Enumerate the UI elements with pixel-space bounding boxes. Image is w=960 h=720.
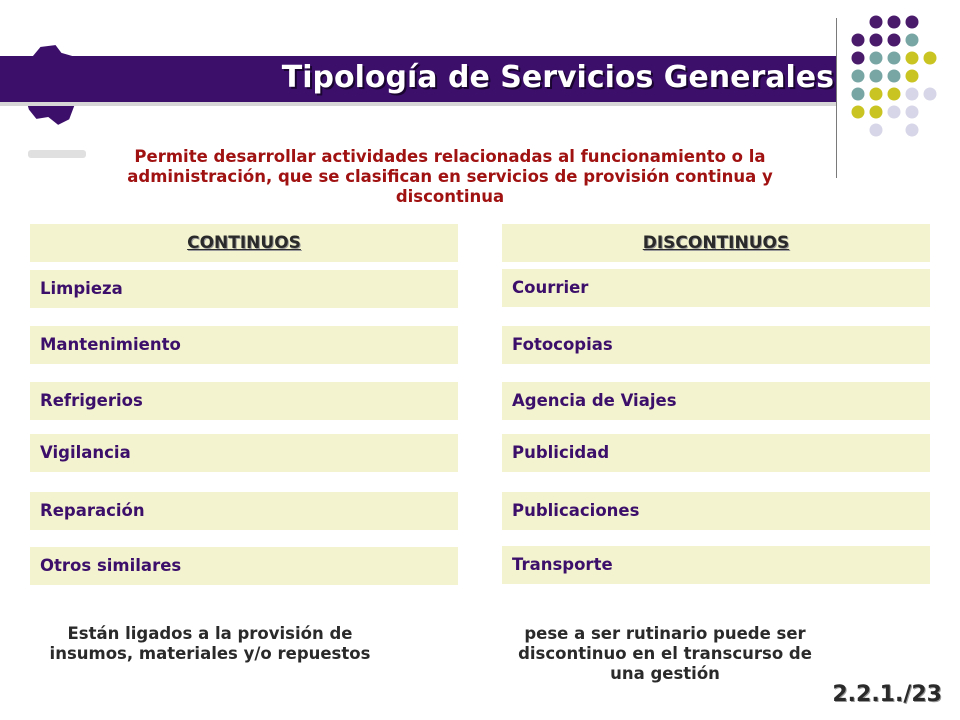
decorative-dot (852, 106, 865, 119)
decorative-dot (870, 52, 883, 65)
decorative-dot (888, 106, 901, 119)
decorative-dot (870, 124, 883, 137)
discontinuos-item: Fotocopias (502, 326, 930, 364)
decorative-dot (888, 16, 901, 29)
divider-line (836, 18, 837, 178)
decorative-dot (906, 70, 919, 83)
continuos-header: CONTINUOS (30, 224, 458, 262)
decorative-dot (888, 52, 901, 65)
decorative-dot (906, 124, 919, 137)
continuos-item: Refrigerios (30, 382, 458, 420)
discontinuos-item: Publicidad (502, 434, 930, 472)
decorative-dot (924, 88, 937, 101)
intro-text: Permite desarrollar actividades relacionadas al funcionamiento o la administración, que se clasifican en servicios de provisión continua y discontinua (127, 147, 773, 206)
decorative-dot (888, 88, 901, 101)
discontinuos-item: Agencia de Viajes (502, 382, 930, 420)
decorative-dot (906, 16, 919, 29)
decorative-dot (906, 34, 919, 47)
decorative-dot (852, 88, 865, 101)
continuos-item: Vigilancia (30, 434, 458, 472)
decorative-dot (870, 70, 883, 83)
intro-bullet-mark (28, 150, 86, 158)
decorative-dots-icon (838, 10, 960, 180)
decorative-dot (870, 34, 883, 47)
continuos-note: Están ligados a la provisión de insumos, materiales y/o repuestos (49, 624, 371, 663)
continuos-item: Limpieza (30, 270, 458, 308)
page-title: Tipología de Servicios Generales (281, 60, 834, 95)
decorative-dot (924, 52, 937, 65)
discontinuos-header: DISCONTINUOS (502, 224, 930, 262)
decorative-dot (852, 34, 865, 47)
decorative-dot (888, 34, 901, 47)
decorative-dot (888, 70, 901, 83)
decorative-dot (870, 16, 883, 29)
slide-number: 2.2.1./23 (832, 682, 942, 707)
decorative-dot (870, 106, 883, 119)
discontinuos-item: Courrier (502, 269, 930, 307)
decorative-dot (852, 70, 865, 83)
discontinuos-item: Transporte (502, 546, 930, 584)
continuos-item: Reparación (30, 492, 458, 530)
decorative-dot (906, 106, 919, 119)
continuos-item: Mantenimiento (30, 326, 458, 364)
decorative-dot (906, 52, 919, 65)
decorative-dot (852, 52, 865, 65)
decorative-dot (870, 88, 883, 101)
continuos-item: Otros similares (30, 547, 458, 585)
discontinuos-note: pese a ser rutinario puede ser discontinuo en el transcurso de una gestión (518, 624, 812, 683)
discontinuos-item: Publicaciones (502, 492, 930, 530)
decorative-dot (906, 88, 919, 101)
